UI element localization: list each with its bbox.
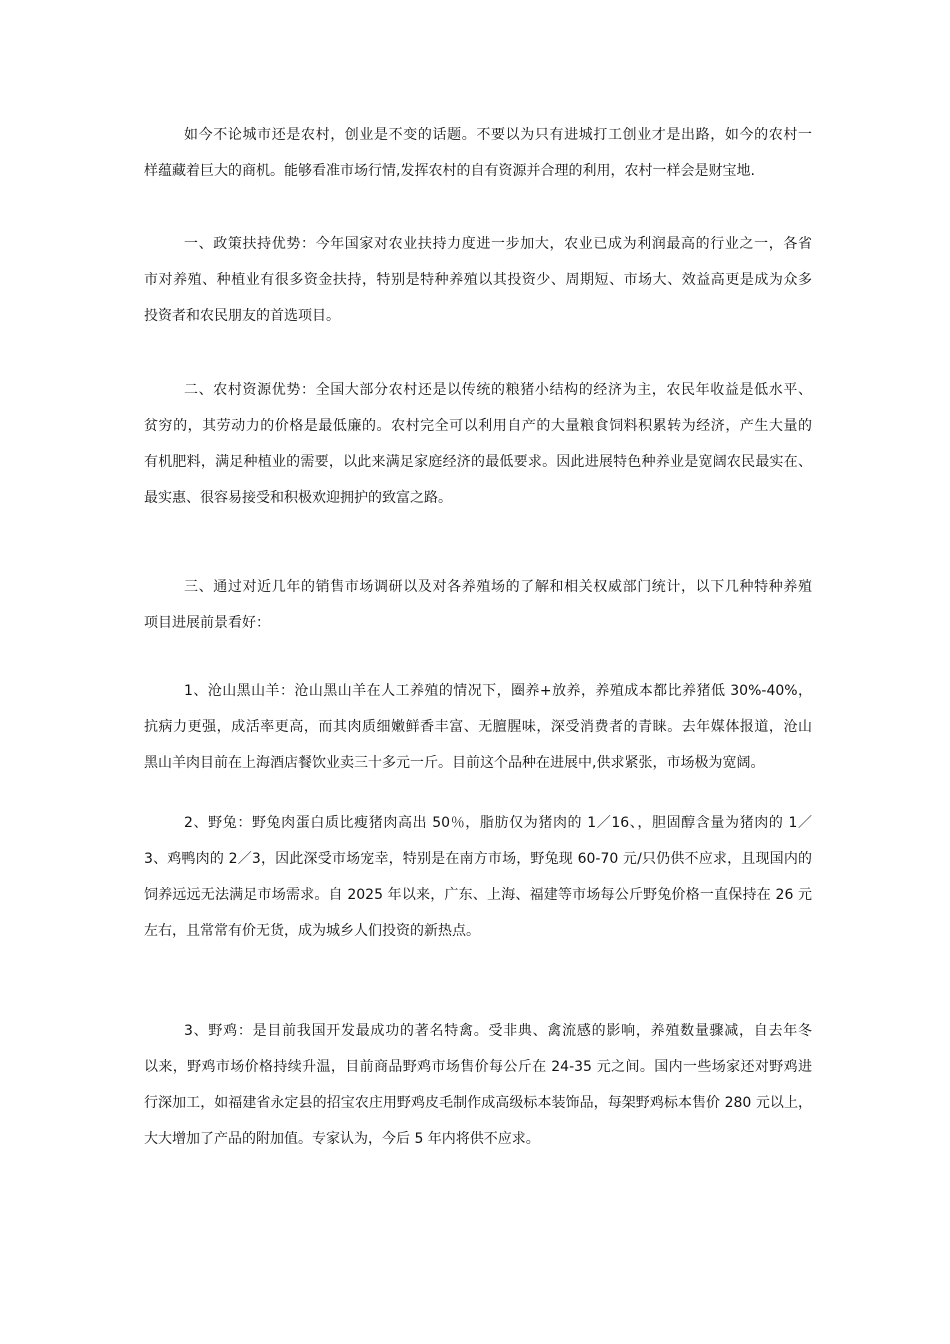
intro-paragraph	[144, 117, 812, 189]
text-line: 如今不论城市还是农村，创业是不变的话题。不要以为只有进城打工创业才是出路，如今的农村一	[184, 127, 812, 143]
text-line: 1、沧山黑山羊：沧山黑山羊在人工养殖的情况下，圈养+放养，养殖成本都比养猪低 30%-40%，	[184, 683, 812, 699]
text-line: 最实惠、很容易接受和积极欢迎拥护的致富之路。	[144, 490, 452, 506]
text-line: 项目进展前景看好：	[144, 615, 270, 631]
text-line: 贫穷的，其劳动力的价格是最低廉的。农村完全可以利用自产的大量粮食饲料积累转为经济，产生大量的	[144, 418, 812, 434]
text-line: 市对养殖、种植业有很多资金扶持，特别是特种养殖以其投资少、周期短、市场大、效益高更是成为众多	[144, 272, 812, 288]
text-line: 3、鸡鸭肉的 2／3，因此深受市场宠幸，特别是在南方市场，野兔现 60-70 元/只仍供不应求，且现国内的	[144, 851, 812, 867]
text-line: 一、政策扶持优势：今年国家对农业扶持力度进一步加大，农业已成为利润最高的行业之一，各省	[184, 236, 812, 252]
black-goat-paragraph	[144, 673, 812, 781]
text-line: 左右，且常常有价无货，成为城乡人们投资的新热点。	[144, 923, 480, 939]
text-line: 饲养远远无法满足市场需求。自 2025 年以来，广东、上海、福建等市场每公斤野兔价格一直保持在 26 元	[144, 887, 812, 903]
text-line: 样蕴藏着巨大的商机。能够看准市场行情,发挥农村的自有资源并合理的利用，农村一样会是财宝地.	[144, 163, 755, 179]
text-line: 2、野兔：野兔肉蛋白质比瘦猪肉高出 50％，脂肪仅为猪肉的 1／16、，胆固醇含量为猪肉的 1／	[184, 815, 812, 831]
text-line: 黑山羊肉目前在上海酒店餐饮业卖三十多元一斤。目前这个品种在进展中,供求紧张，市场极为宽阔。	[144, 755, 765, 771]
rural-resources-paragraph	[144, 372, 812, 516]
wild-rabbit-paragraph	[144, 805, 812, 949]
text-line: 大大增加了产品的附加值。专家认为，今后 5 年内将供不应求。	[144, 1131, 540, 1147]
text-line: 抗病力更强，成活率更高，而其肉质细嫩鲜香丰富、无膻腥味，深受消费者的青睐。去年媒体报道，沧山	[144, 719, 812, 735]
policy-advantage-paragraph	[144, 226, 812, 334]
text-line: 行深加工，如福建省永定县的招宝农庄用野鸡皮毛制作成高级标本装饰品，每架野鸡标本售价 280 元以上，	[144, 1095, 812, 1111]
wild-pheasant-paragraph	[144, 1013, 812, 1157]
market-survey-paragraph	[144, 569, 812, 641]
text-line: 三、通过对近几年的销售市场调研以及对各养殖场的了解和相关权威部门统计，以下几种特种养殖	[184, 579, 812, 595]
text-line: 投资者和农民朋友的首选项目。	[144, 308, 340, 324]
text-line: 3、野鸡：是目前我国开发最成功的著名特禽。受非典、禽流感的影响，养殖数量骤减，自去年冬	[184, 1023, 812, 1039]
text-line: 以来，野鸡市场价格持续升温，目前商品野鸡市场售价每公斤在 24-35 元之间。国内一些场家还对野鸡进	[144, 1059, 812, 1075]
text-line: 二、农村资源优势：全国大部分农村还是以传统的粮猪小结构的经济为主，农民年收益是低水平、	[184, 382, 812, 398]
text-line: 有机肥料，满足种植业的需要，以此来满足家庭经济的最低要求。因此进展特色种养业是宽阔农民最实在、	[144, 454, 812, 470]
